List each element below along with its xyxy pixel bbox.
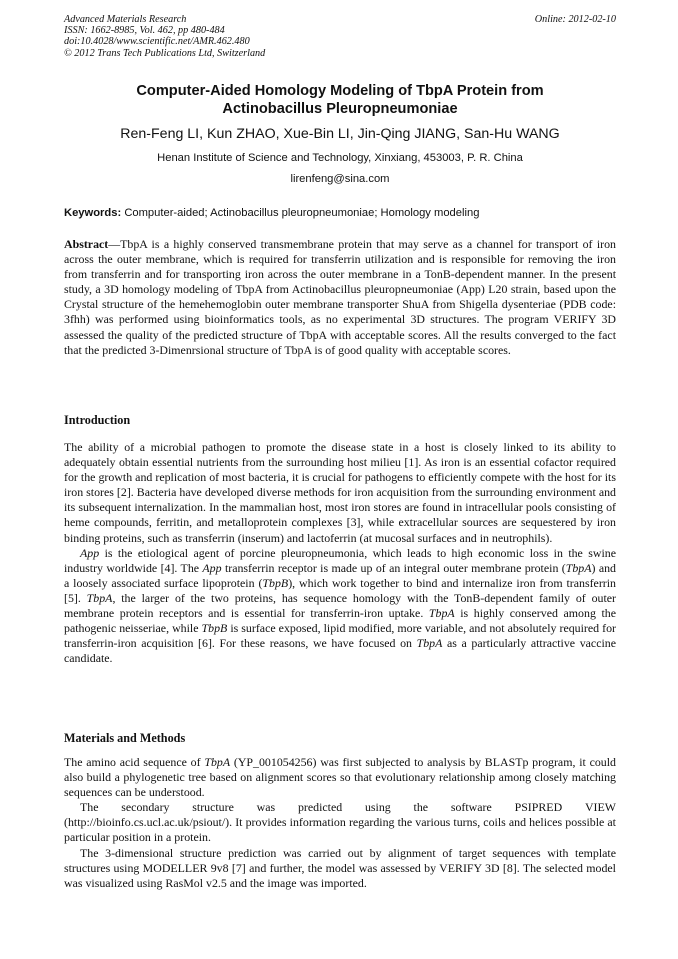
- keywords-label: Keywords:: [64, 207, 122, 219]
- paper-title: [64, 82, 616, 118]
- authors: Ren-Feng LI, Kun ZHAO, Xue-Bin LI, Jin-Qing JIANG, San-Hu WANG: [120, 126, 560, 142]
- affiliation: Henan Institute of Science and Technology, Xinxiang, 453003, P. R. China: [157, 152, 523, 164]
- abstract-text: —TbpA is a highly conserved transmembrane protein that may serve as a channel for transport of iron across the outer membrane, which is required for transferrin utilization and is responsible for removing the iron from transferrin and for transporting iron across the outer membrane in a TonB-dependent manner. In the present study, a 3D homology modeling of TbpA from Actinobacillus pleuropneumoniae (App) L20 strain, based upon the Crystal structure of the hemehemoglobin outer membrane transporter ShuA from Shigella dysenteriae (PDB code: 3fhh) was performed using bioinformatics tools, as no experimental 3D structures. The program VERIFY 3D assessed the quality of the predicted structure of TbpA with acceptable scores. All the results converged to the fact that the predicted 3-Dimenrsional structure of TbpA is of good quality with acceptable scores.: [64, 237, 616, 357]
- title-line-1: Computer-Aided Homology Modeling of TbpA Protein from: [136, 83, 544, 99]
- journal-header: [64, 14, 616, 59]
- keywords-text: Computer-aided; Actinobacillus pleuropneumoniae; Homology modeling: [124, 207, 480, 219]
- keywords: [64, 206, 616, 220]
- title-line-2: Actinobacillus Pleuropneumoniae: [222, 101, 458, 117]
- copyright-line: © 2012 Trans Tech Publications Ltd, Switzerland: [64, 47, 266, 59]
- abstract-label: Abstract: [64, 237, 109, 251]
- intro-paragraph-1: The ability of a microbial pathogen to promote the disease state in a host is closely linked to its ability to adequately obtain essential nutrients from the surrounding host milieu [1]. As iron is an essential cofactor required for the growth and replication of most bacteria, it is crucial for pathogens to efficiently compete with the host for its iron stores [2]. Bacteria have developed diverse methods for iron acquisition from the surrounding environment and its subsequent internalization. In the mammalian host, most iron stores are found in intracellular pools consisting of heme compounds, ferritin, and metalloprotein complexes [3], while extracellular sources are sequestered by iron binding proteins, such as transferrin (inserum) and lactoferrin (at mucosal surfaces and in neutrophils).: [64, 440, 616, 545]
- methods-paragraph-1: The amino acid sequence of TbpA (YP_001054256) was first subjected to analysis by BLASTp program, it could also build a phylogenetic tree based on alignment scores so that evolutionary relationship among closely matching sequences can be understood.: [64, 755, 616, 800]
- issn-line: ISSN: 1662-8985, Vol. 462, pp 480-484: [64, 25, 225, 37]
- p2-line1: The secondary structure was predicted using the software PSIPRED VIEW: [80, 800, 616, 815]
- methods-paragraph-3: The 3-dimensional structure prediction was carried out by alignment of target sequences with template structures using MODELLER 9v8 [7] and further, the model was assessed by VERIFY 3D [8]. The selected model was visualized using RasMol v2.5 and the image was imported.: [64, 845, 616, 890]
- doi-line: doi:10.4028/www.scientific.net/AMR.462.480: [64, 36, 250, 48]
- journal-name: Advanced Materials Research: [64, 14, 187, 25]
- introduction-body: [64, 440, 616, 666]
- methods-body: [64, 755, 616, 891]
- introduction-heading: Introduction: [64, 413, 131, 427]
- abstract: [64, 237, 616, 358]
- methods-paragraph-2: The secondary structure was predicted using the software PSIPRED VIEW (http://bioinfo.cs.ucl.ac.uk/psiout/). It provides information regarding the various turns, coils and helices possible at particular position in a protein.: [64, 800, 616, 845]
- author-email: lirenfeng@sina.com: [290, 173, 390, 185]
- methods-heading: Materials and Methods: [64, 731, 186, 745]
- intro-paragraph-2: App is the etiological agent of porcine pleuropneumonia, which leads to high economic loss in the swine industry worldwide [4]. The App transferrin receptor is made up of an integral outer membrane protein (TbpA) and a loosely associated surface lipoprotein (TbpB), which work together to bind and internalize iron from transferrin [5]. TbpA, the larger of the two proteins, has sequence homology with the TonB-dependent family of outer membrane protein receptors and is essential for transferrin-iron uptake. TbpA is highly conserved among the pathogenic neisseriae, while TbpB is surface exposed, lipid modified, more variable, and not absolutely required for transferrin-iron acquisition [6]. For these reasons, we have focused on TbpA as a particularly attractive vaccine candidate.: [64, 545, 617, 666]
- online-date: Online: 2012-02-10: [534, 14, 616, 25]
